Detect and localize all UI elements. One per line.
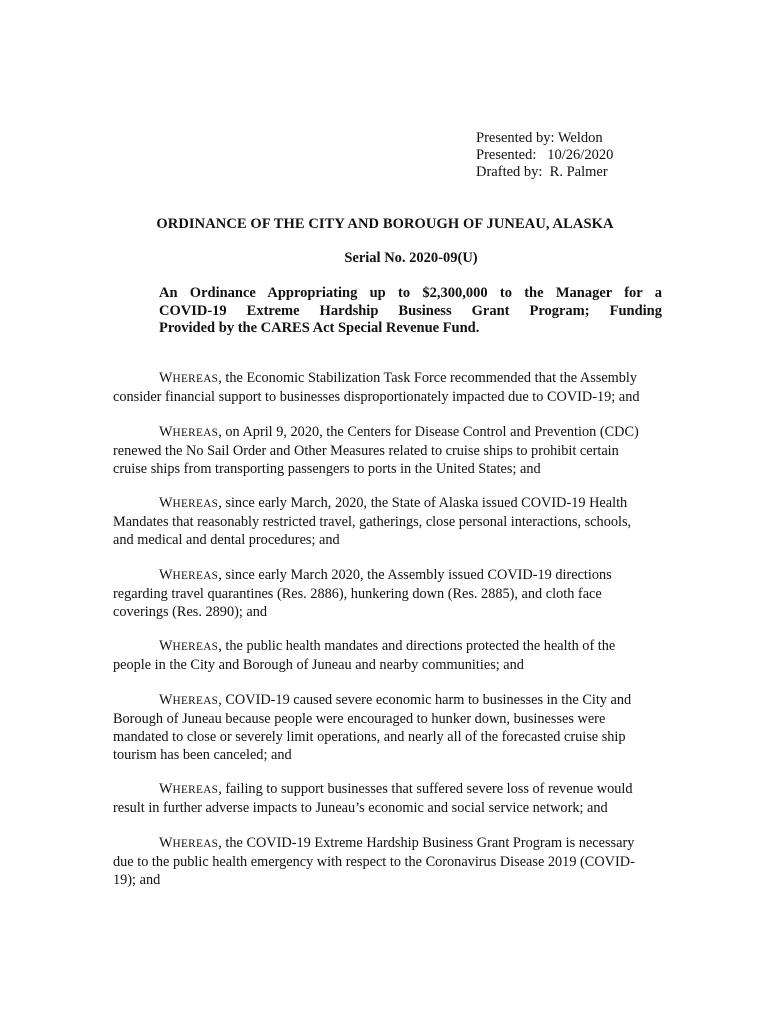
title-line: An Ordinance Appropriating up to $2,300,000 to the Manager for a: [159, 285, 662, 301]
whereas-smallcaps: HEREAS: [172, 498, 219, 510]
clause-line: [113, 710, 700, 728]
clause-text: coverings (Res. 2890); and: [113, 603, 268, 620]
whereas-initial: W: [159, 834, 173, 851]
presented-date-line: Presented: 10/26/2020: [476, 147, 614, 163]
clause-line: [113, 388, 700, 406]
clause-line: [113, 728, 700, 746]
whereas-initial: W: [159, 691, 173, 708]
clause-text: mandated to close or severely limit operations, and nearly all of the forecasted cruise ship: [113, 728, 626, 745]
clause-text: regarding travel quarantines (Res. 2886), hunkering down (Res. 2885), and cloth face: [113, 585, 602, 602]
whereas-smallcaps: HEREAS: [172, 373, 219, 385]
clause-line: [113, 494, 700, 513]
clause-line: [113, 566, 700, 585]
ordinance-heading: ORDINANCE OF THE CITY AND BOROUGH OF JUNEAU, ALASKA: [156, 216, 614, 232]
clause-text: Borough of Juneau because people were encouraged to hunker down, businesses were: [113, 710, 606, 727]
whereas-initial: W: [159, 495, 173, 511]
whereas-clause: [113, 834, 700, 889]
presented-by-line: Presented by: Weldon: [476, 130, 603, 146]
drafted-by-line: Drafted by: R. Palmer: [476, 164, 608, 180]
clause-line: [113, 513, 700, 531]
whereas-clauses: [113, 369, 700, 905]
whereas-clause: [113, 369, 700, 406]
clause-line: [113, 585, 700, 603]
clause-line: [113, 460, 700, 478]
clause-text: Mandates that reasonably restricted travel, gatherings, close personal interactions, schools,: [113, 514, 632, 530]
clause-text: tourism has been canceled; and: [113, 746, 292, 763]
clause-text: , on April 9, 2020, the Centers for Disease Control and Prevention (CDC): [218, 423, 639, 440]
clause-text: , the Economic Stabilization Task Force recommended that the Assembly: [218, 370, 638, 386]
clause-text: , since early March, 2020, the State of Alaska issued COVID-19 Health: [218, 495, 628, 511]
whereas-clause: [113, 780, 700, 817]
clause-text: , since early March 2020, the Assembly issued COVID-19 directions: [218, 566, 612, 583]
clause-text: consider financial support to businesses disproportionately impacted due to COVID-19; and: [113, 389, 640, 405]
whereas-smallcaps: HEREAS: [172, 837, 219, 850]
clause-line: [113, 853, 700, 871]
clause-line: [113, 637, 700, 656]
title-line: COVID-19 Extreme Hardship Business Grant Program; Funding: [159, 302, 662, 319]
whereas-smallcaps: HEREAS: [172, 569, 219, 582]
clause-text: and medical and dental procedures; and: [113, 532, 340, 548]
whereas-initial: W: [159, 370, 173, 386]
clause-text: , the COVID-19 Extreme Hardship Business Grant Program is necessary: [218, 834, 635, 851]
whereas-clause: [113, 423, 700, 478]
clause-line: [113, 834, 700, 853]
whereas-clause: [113, 566, 700, 621]
clause-text: due to the public health emergency with respect to the Coronavirus Disease 2019 (COVID-: [113, 853, 635, 870]
clause-line: [113, 656, 700, 674]
clause-line: [113, 746, 700, 764]
ordinance-title-block: [159, 285, 662, 338]
title-line: Provided by the CARES Act Special Revenue Fund.: [159, 320, 480, 336]
clause-text: , COVID-19 caused severe economic harm to businesses in the City and: [218, 691, 632, 708]
clause-line: [113, 691, 700, 710]
clause-text: cruise ships from transporting passengers to ports in the United States; and: [113, 460, 541, 477]
clause-text: people in the City and Borough of Juneau and nearby communities; and: [113, 657, 524, 673]
clause-text: result in further adverse impacts to Juneau’s economic and social service network; and: [113, 800, 608, 816]
clause-text: , the public health mandates and directions protected the health of the: [218, 638, 616, 654]
clause-text: 19); and: [113, 871, 161, 888]
clause-line: [113, 780, 700, 799]
whereas-clause: [113, 691, 700, 764]
clause-text: renewed the No Sail Order and Other Measures related to cruise ships to prohibit certain: [113, 442, 619, 459]
whereas-smallcaps: HEREAS: [172, 784, 219, 796]
clause-line: [113, 799, 700, 817]
clause-line: [113, 531, 700, 549]
whereas-clause: [113, 494, 700, 549]
whereas-initial: W: [159, 566, 173, 583]
whereas-clause: [113, 637, 700, 674]
clause-line: [113, 871, 700, 889]
clause-line: [113, 423, 700, 442]
whereas-initial: W: [159, 423, 173, 440]
whereas-initial: W: [159, 781, 173, 797]
whereas-smallcaps: HEREAS: [172, 641, 219, 653]
presenter-block: [476, 130, 613, 181]
clause-line: [113, 442, 700, 460]
whereas-smallcaps: HEREAS: [172, 426, 219, 439]
clause-line: [113, 369, 700, 388]
serial-number: Serial No. 2020-09(U): [344, 250, 478, 266]
whereas-initial: W: [159, 638, 173, 654]
whereas-smallcaps: HEREAS: [172, 694, 219, 707]
clause-text: , failing to support businesses that suffered severe loss of revenue would: [218, 781, 633, 797]
clause-line: [113, 603, 700, 621]
